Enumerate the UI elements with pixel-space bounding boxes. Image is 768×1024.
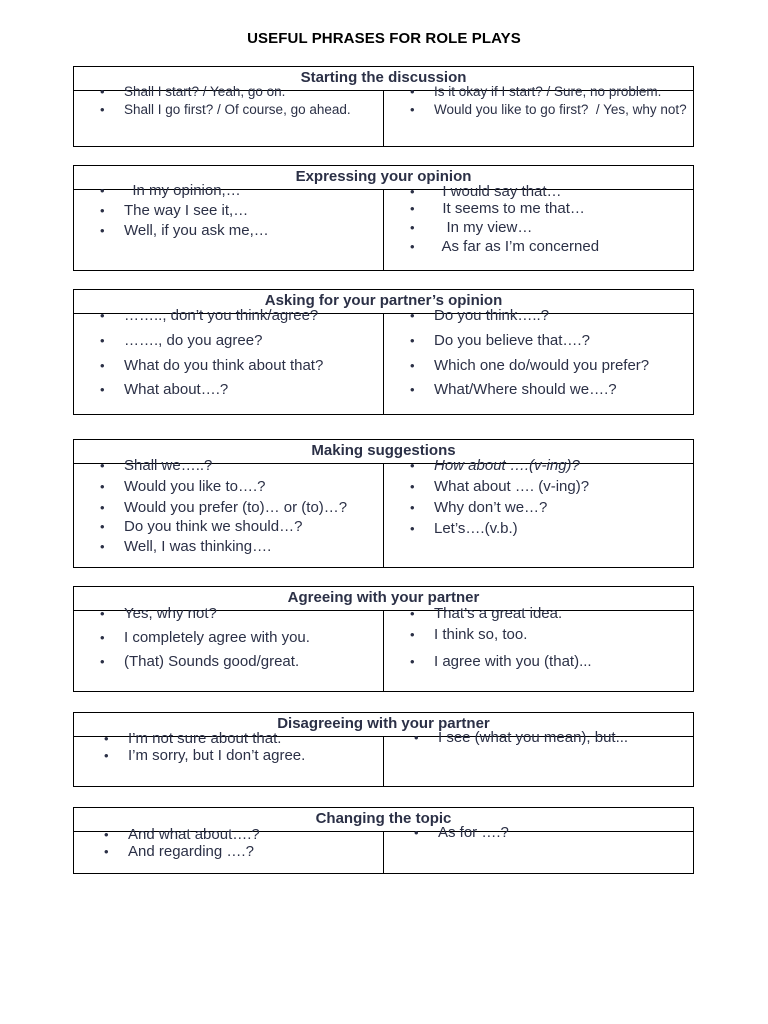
bullet-icon: • <box>410 654 415 669</box>
bullet-icon: • <box>410 500 415 515</box>
bullet-icon: • <box>100 308 105 323</box>
phrase-text: Shall we…..? <box>124 457 213 474</box>
bullet-icon: • <box>410 308 415 323</box>
bullet-icon: • <box>104 731 109 746</box>
bullet-icon: • <box>100 223 105 238</box>
bullet-icon: • <box>104 748 109 763</box>
bullet-icon: • <box>410 479 415 494</box>
phrase-text: Is it okay if I start? / Sure, no problem. <box>434 84 662 99</box>
bullet-icon: • <box>410 521 415 536</box>
bullet-icon: • <box>410 102 415 117</box>
left-column <box>74 605 384 692</box>
section-heading: Disagreeing with your partner <box>74 713 693 737</box>
phrase-text: Do you believe that….? <box>434 332 590 349</box>
section-making-suggestions <box>73 439 694 568</box>
left-column <box>74 84 384 147</box>
section-heading: Agreeing with your partner <box>74 587 693 611</box>
bullet-icon: • <box>100 458 105 473</box>
phrase-text: As for ….? <box>438 824 509 841</box>
bullet-icon: • <box>100 606 105 621</box>
section-heading: Expressing your opinion <box>74 166 693 190</box>
bullet-icon: • <box>100 382 105 397</box>
phrase-text: I’m sorry, but I don’t agree. <box>128 747 306 764</box>
page-title: USEFUL PHRASES FOR ROLE PLAYS <box>247 30 521 47</box>
bullet-icon: • <box>100 203 105 218</box>
bullet-icon: • <box>410 201 415 216</box>
section-heading: Making suggestions <box>74 440 693 464</box>
bullet-icon: • <box>410 239 415 254</box>
bullet-icon: • <box>100 333 105 348</box>
phrase-text: Do you think we should…? <box>124 518 303 535</box>
section-heading: Changing the topic <box>74 808 693 832</box>
section-starting-the-discussion <box>73 66 694 147</box>
phrase-text: Do you think…..? <box>434 307 550 324</box>
phrase-text: I see (what you mean), but... <box>438 729 629 746</box>
phrase-text: And what about….? <box>128 826 260 843</box>
phrase-text: Yes, why not? <box>124 605 217 622</box>
left-column <box>74 730 384 787</box>
bullet-icon: • <box>100 519 105 534</box>
phrase-text: The way I see it,… <box>124 202 249 219</box>
phrase-text: I’m not sure about that. <box>128 730 282 747</box>
phrase-text: Well, if you ask me,… <box>124 222 269 239</box>
bullet-icon: • <box>414 730 419 745</box>
bullet-icon: • <box>410 382 415 397</box>
bullet-icon: • <box>410 458 415 473</box>
right-column <box>384 84 695 147</box>
phrase-text: In my view… <box>434 219 533 236</box>
bullet-icon: • <box>410 220 415 235</box>
bullet-icon: • <box>414 825 419 840</box>
left-column <box>74 457 384 568</box>
phrase-text: And regarding ….? <box>128 843 254 860</box>
left-column <box>74 826 384 874</box>
bullet-icon: • <box>410 333 415 348</box>
phrase-text: I think so, too. <box>434 626 528 643</box>
bullet-icon: • <box>100 630 105 645</box>
phrase-text: That’s a great idea. <box>434 605 563 622</box>
phrase-text: I would say that… <box>434 183 562 200</box>
right-column <box>384 729 695 787</box>
section-asking-for-your-partner-s-opinion <box>73 289 694 415</box>
bullet-icon: • <box>410 184 415 199</box>
left-column <box>74 307 384 415</box>
right-column <box>384 307 695 415</box>
section-changing-the-topic <box>73 807 694 874</box>
section-expressing-your-opinion <box>73 165 694 271</box>
right-column <box>384 605 695 692</box>
left-column <box>74 182 384 271</box>
bullet-icon: • <box>100 654 105 669</box>
section-heading: Asking for your partner’s opinion <box>74 290 693 314</box>
phrase-text: What/Where should we….? <box>434 381 617 398</box>
phrase-text: What about….? <box>124 381 229 398</box>
phrase-text: ……., do you agree? <box>124 332 263 349</box>
phrase-text: I agree with you (that)... <box>434 653 592 670</box>
bullet-icon: • <box>410 358 415 373</box>
right-column <box>384 183 695 271</box>
phrase-text: In my opinion,… <box>124 182 241 199</box>
phrase-text: Why don’t we…? <box>434 499 548 516</box>
phrase-text: Would you like to….? <box>124 478 266 495</box>
bullet-icon: • <box>100 539 105 554</box>
bullet-icon: • <box>410 84 415 99</box>
bullet-icon: • <box>410 627 415 642</box>
phrase-text: Let’s….(v.b.) <box>434 520 518 537</box>
bullet-icon: • <box>100 84 105 99</box>
phrase-text: It seems to me that… <box>434 200 585 217</box>
bullet-icon: • <box>104 827 109 842</box>
phrase-text: Well, I was thinking…. <box>124 538 272 555</box>
phrase-text: (That) Sounds good/great. <box>124 653 300 670</box>
phrase-text: How about ….(v-ing)? <box>434 457 580 474</box>
phrase-text: What about …. (v-ing)? <box>434 478 590 495</box>
phrase-text: I completely agree with you. <box>124 629 310 646</box>
section-heading: Starting the discussion <box>74 67 693 91</box>
bullet-icon: • <box>100 479 105 494</box>
bullet-icon: • <box>100 358 105 373</box>
section-agreeing-with-your-partner <box>73 586 694 692</box>
bullet-icon: • <box>100 183 105 198</box>
phrase-text: As far as I’m concerned <box>434 238 600 255</box>
phrase-text: Would you like to go first? / Yes, why not? <box>434 102 687 117</box>
bullet-icon: • <box>100 102 105 117</box>
phrase-text: Shall I go first? / Of course, go ahead. <box>124 102 351 117</box>
phrase-text: Which one do/would you prefer? <box>434 357 650 374</box>
phrase-text: Shall I start? / Yeah, go on. <box>124 84 286 99</box>
phrase-text: What do you think about that? <box>124 357 324 374</box>
right-column <box>384 457 695 568</box>
section-disagreeing-with-your-partner <box>73 712 694 787</box>
phrase-text: Would you prefer (to)… or (to)…? <box>124 499 348 516</box>
right-column <box>384 824 695 874</box>
bullet-icon: • <box>104 844 109 859</box>
phrase-text: …….., don’t you think/agree? <box>124 307 319 324</box>
bullet-icon: • <box>100 500 105 515</box>
bullet-icon: • <box>410 606 415 621</box>
